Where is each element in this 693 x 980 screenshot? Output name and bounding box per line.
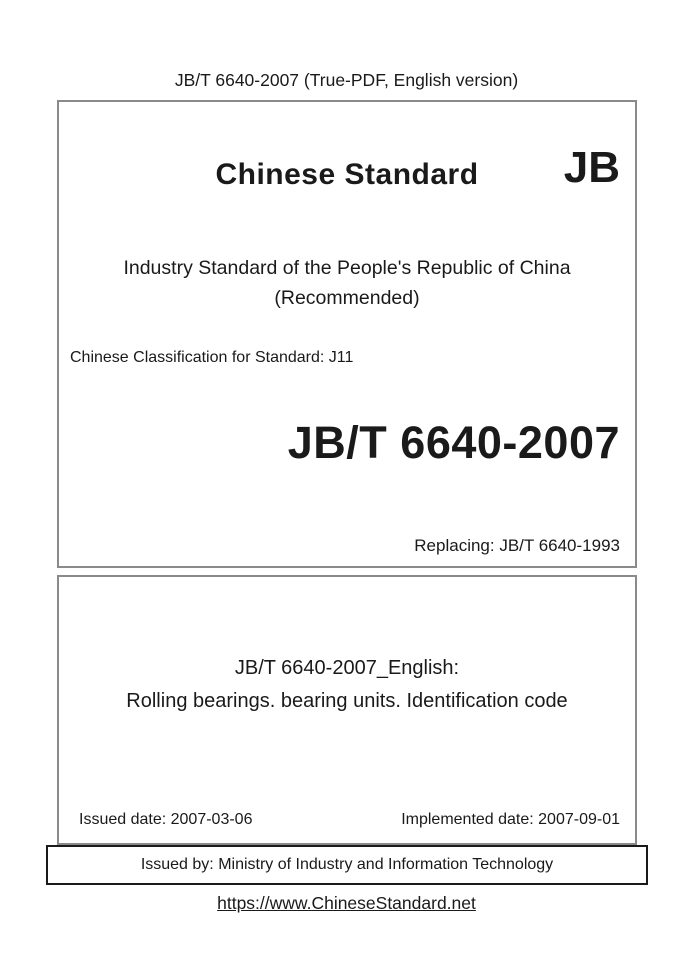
english-title-box xyxy=(57,575,637,845)
standard-type-line: Industry Standard of the People's Republic of China xyxy=(123,257,571,279)
standard-code: JB/T 6640-2007 xyxy=(287,417,620,468)
standard-type-recommended: (Recommended) xyxy=(274,287,420,309)
replacing-label: Replacing: JB/T 6640-1993 xyxy=(414,536,620,555)
issuer-text: Issued by: Ministry of Industry and Information Technology xyxy=(140,856,554,873)
english-title-label: JB/T 6640-2007_English: xyxy=(234,657,460,679)
footer xyxy=(0,893,693,914)
issuer-box xyxy=(46,845,648,885)
pdf-header-title: JB/T 6640-2007 (True-PDF, English version) xyxy=(174,70,519,90)
brand-title: Chinese Standard xyxy=(215,158,479,191)
dates-row xyxy=(59,811,635,829)
implemented-date: Implemented date: 2007-09-01 xyxy=(401,811,620,828)
cover-box xyxy=(57,100,637,568)
english-title: Rolling bearings. bearing units. Identification code xyxy=(126,690,568,712)
jb-logo: JB xyxy=(563,143,620,192)
website-link[interactable]: https://www.ChineseStandard.net xyxy=(217,893,476,913)
classification-label: Chinese Classification for Standard: J11 xyxy=(70,349,354,366)
issued-date: Issued date: 2007-03-06 xyxy=(79,811,253,828)
